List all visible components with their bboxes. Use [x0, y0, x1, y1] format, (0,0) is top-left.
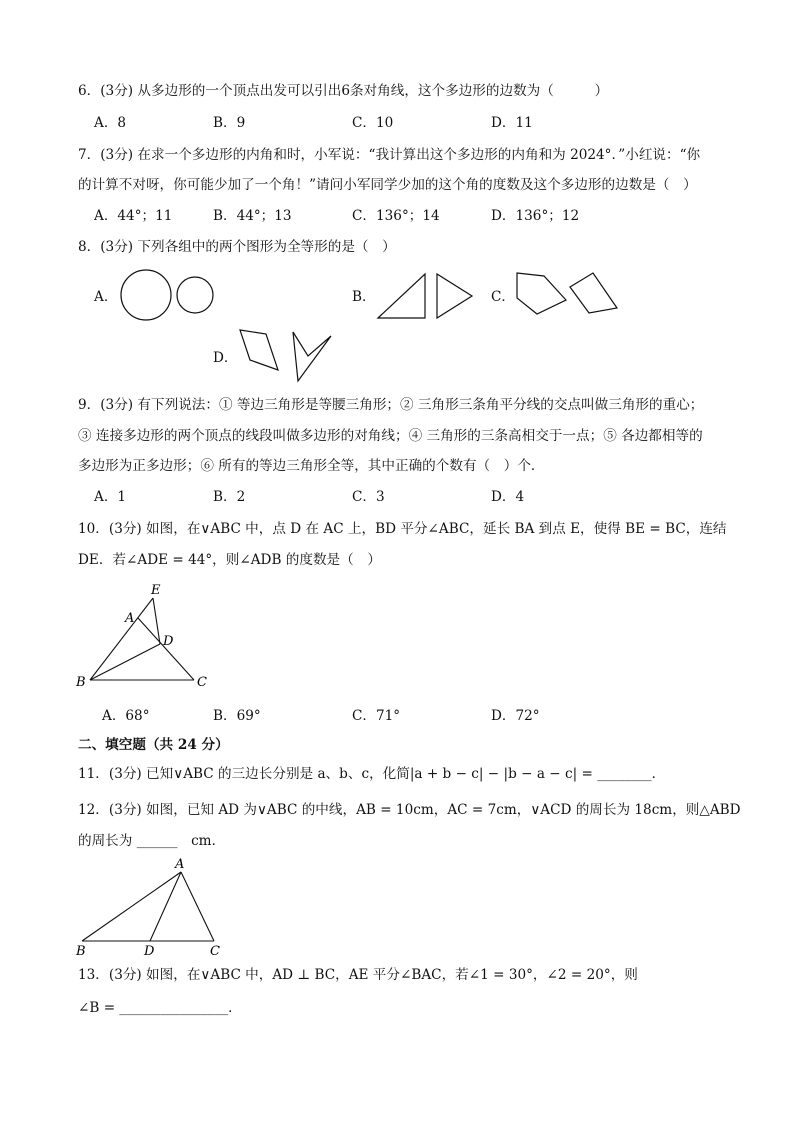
q8-figure-c — [514, 270, 620, 322]
segment-be — [90, 598, 153, 680]
q8-stem: 8．(3分) 下列各组中的两个图形为全等形的是（ ） — [78, 239, 396, 255]
q7-stem-line1: 7．(3分) 在求一个多边形的内角和时，小军说：“我计算出这个多边形的内角和为 2024°．”小红说：“你 — [78, 147, 701, 163]
segment-ac — [181, 872, 214, 941]
q6-option-a: A．8 — [94, 115, 127, 131]
q12-stem-line2: 的周长为 ______ cm． — [78, 833, 226, 849]
label-c: C — [197, 675, 207, 690]
q10-stem-line1: 10．(3分) 如图，在∨ABC 中，点 D 在 AC 上，BD 平分∠ABC，延长 BA 到点 E，使得 BE = BC，连结 — [78, 521, 727, 537]
q7-option-d: D．136°；12 — [491, 208, 580, 224]
q6-stem: 6．(3分) 从多边形的一个顶点出发可以引出6条对角线，这个多边形的边数为（ ） — [78, 83, 609, 99]
segment-ab — [82, 872, 181, 941]
label-d: D — [144, 944, 155, 959]
q6-option-d: D．11 — [491, 115, 533, 131]
q8-figure-d — [236, 326, 336, 388]
q9-option-a: A．1 — [94, 489, 127, 505]
q6-option-b: B．9 — [213, 115, 246, 131]
section-fill-in-title: 二、填空题（共 24 分） — [78, 737, 229, 753]
q7-option-a: A．44°；11 — [94, 208, 173, 224]
pentagon-right — [570, 273, 617, 313]
q8-figure-b — [375, 270, 475, 326]
q9-option-b: B．2 — [213, 489, 246, 505]
q7-stem-line2: 的计算不对呀，你可能少加了一个角！”请问小军同学少加的这个角的度数及这个多边形的边数是（ ） — [78, 177, 697, 193]
small-circle — [177, 277, 213, 313]
q10-stem-line2: DE．若∠ADE = 44°，则∠ADB 的度数是（ ） — [78, 552, 381, 568]
label-e: E — [151, 583, 161, 598]
q8-label-d: D． — [213, 350, 238, 366]
q11-stem: 11．(3分) 已知∨ABC 的三边长分别是 a、b、c，化简|a + b − c| − |b − a − c| = ________． — [78, 766, 666, 782]
q9-stem-line1: 9．(3分) 有下列说法：① 等边三角形是等腰三角形；② 三角形三条角平分线的交点叫做三角形的重心； — [78, 397, 704, 413]
q10-option-b: B．69° — [213, 708, 261, 724]
segment-ed — [153, 598, 160, 644]
q10-option-c: C．71° — [352, 708, 401, 724]
q13-stem-line2: ∠B = ________________． — [78, 1000, 242, 1016]
q8-label-a: A． — [94, 289, 118, 305]
q9-stem-line3: 多边形为正多边形；⑥ 所有的等边三角形全等，其中正确的个数有（ ）个． — [78, 458, 545, 474]
segment-ac — [138, 618, 194, 680]
q7-option-c: C．136°；14 — [352, 208, 440, 224]
q6-option-c: C．10 — [352, 115, 394, 131]
q12-figure — [70, 855, 240, 963]
q8-label-b: B． — [352, 289, 376, 305]
label-a: A — [125, 611, 135, 626]
q8-figure-a — [118, 268, 218, 328]
dart-right — [293, 332, 331, 381]
large-circle — [121, 270, 171, 320]
q9-stem-line2: ③ 连接多边形的两个顶点的线段叫做多边形的对角线；④ 三角形的三条高相交于一点；⑤ 各边都相等的 — [78, 428, 703, 444]
label-a: A — [175, 857, 185, 872]
q8-label-c: C． — [491, 289, 515, 305]
quad-left — [240, 330, 278, 370]
q9-option-c: C．3 — [352, 489, 385, 505]
triangle-right — [437, 274, 472, 318]
q13-stem-line1: 13．(3分) 如图，在∨ABC 中，AD ⊥ BC，AE 平分∠BAC，若∠1 = 30°，∠2 = 20°，则 — [78, 967, 638, 983]
segment-bd — [90, 644, 160, 680]
q10-figure — [70, 578, 230, 697]
q10-option-d: D．72° — [491, 708, 540, 724]
q7-option-b: B．44°；13 — [213, 208, 292, 224]
q12-stem-line1: 12．(3分) 如图，已知 AD 为∨ABC 的中线，AB = 10cm，AC = 7cm，∨ACD 的周长为 18cm，则△ABD — [78, 802, 741, 818]
label-c: C — [210, 944, 220, 959]
q10-option-a: A．68° — [102, 708, 150, 724]
label-b: B — [76, 675, 86, 690]
label-d: D — [163, 634, 174, 649]
triangle-left — [378, 274, 425, 318]
pentagon-left — [517, 273, 566, 314]
label-b: B — [76, 944, 86, 959]
q9-option-d: D．4 — [491, 489, 525, 505]
